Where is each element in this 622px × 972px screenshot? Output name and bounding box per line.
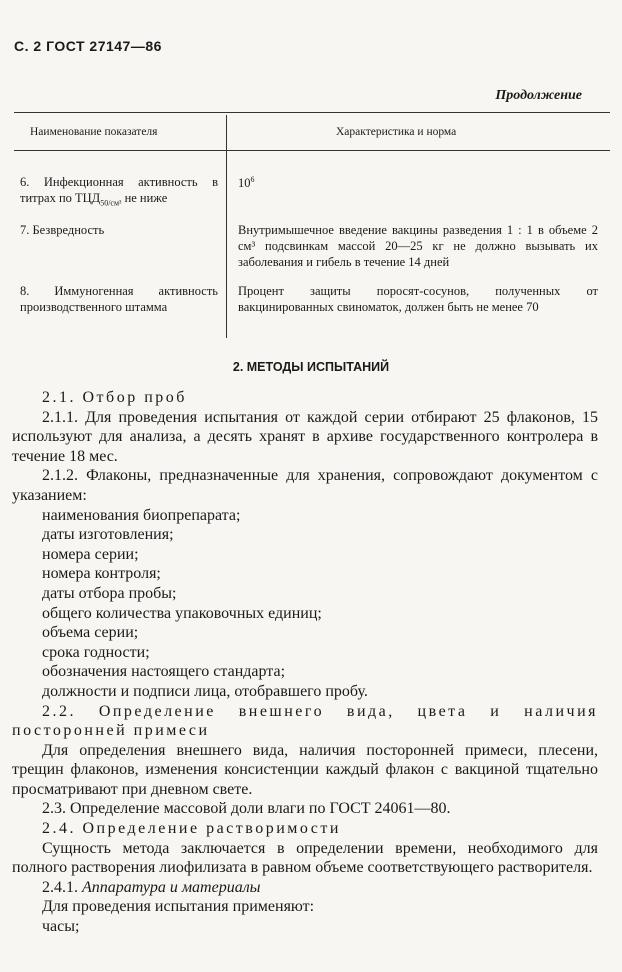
para-2-1-1: 2.1.1. Для проведения испытания от каждой серии отбирают 25 флаконов, 15 используют для анализа, а десять хранят в архиве государственного контролера в течение 18 мес. <box>12 408 598 465</box>
continuation-label: Продолжение <box>495 88 582 103</box>
row-6-name: 6. Инфекционная активность в титрах по $ТЦД_{50/см^3}$ не ниже <box>20 175 218 208</box>
list-item: срока годности; <box>42 643 150 661</box>
list-item: номера контроля; <box>42 565 161 583</box>
row-7-value: Внутримышечное введение вакцины разведения 1 : 1 в объеме 2 см³ подсвинкам массой 20—25 кг не должно вызывать их заболевания и гибель в течение 14 дней <box>238 223 598 269</box>
list-item: общего количества упаковочных единиц; <box>42 604 322 622</box>
list-item: даты отбора пробы; <box>42 584 177 602</box>
heading-2-4: 2.4. Определение растворимости <box>42 820 341 838</box>
list-item: даты изготовления; <box>42 526 174 544</box>
list-item: наименования биопрепарата; <box>42 506 241 524</box>
list-item: номера серии; <box>42 545 139 563</box>
table-header-rule <box>14 150 610 151</box>
row-6-value: $10^6$ <box>238 175 255 191</box>
heading-2-4-1: 2.4.1. Аппаратура и материалы <box>42 878 261 896</box>
para-2-4-1: Для проведения испытания применяют: <box>42 898 315 916</box>
para-2-4: Сущность метода заключается в определении времени, необходимого для полного растворения лиофилизата в равном объеме соответствующего растворителя. <box>12 839 598 877</box>
column-header-value: Характеристика и норма <box>336 126 457 138</box>
table-top-rule <box>14 112 610 113</box>
table-column-divider <box>226 115 227 338</box>
para-2-1-2: 2.1.2. Флаконы, предназначенные для хранения, сопровождают документом с указанием: <box>12 467 598 504</box>
list-item: объема серии; <box>42 624 139 642</box>
heading-2-1: 2.1. Отбор проб <box>42 389 187 406</box>
para-2-2: Для определения внешнего вида, наличия посторонней примеси, плесени, трещин флаконов, изменения консистенции каждый флакон с вакциной тщательно просматривают при дневном свете. <box>12 741 598 798</box>
row-8-name: 8. Иммуногенная активность производственного штамма <box>20 284 218 314</box>
para-2-3: 2.3. Определение массовой доли влаги по ГОСТ 24061—80. <box>42 800 451 818</box>
column-header-name: Наименование показателя <box>30 126 158 138</box>
section-title: 2. МЕТОДЫ ИСПЫТАНИЙ <box>232 360 390 374</box>
list-item: часы; <box>42 918 80 936</box>
list-item: должности и подписи лица, отобравшего пробу. <box>42 682 368 700</box>
section-2-body <box>12 388 598 937</box>
row-7-name: 7. Безвредность <box>20 223 105 237</box>
row-8-value: Процент защиты поросят-сосунов, полученных от вакцинированных свиноматок, должен быть не менее 70 <box>238 284 598 314</box>
heading-2-2: 2.2. Определение внешнего вида, цвета и наличия посторонней примеси <box>12 702 598 740</box>
page-header: С. 2 ГОСТ 27147—86 <box>14 38 162 54</box>
list-item: обозначения настоящего стандарта; <box>42 663 286 681</box>
